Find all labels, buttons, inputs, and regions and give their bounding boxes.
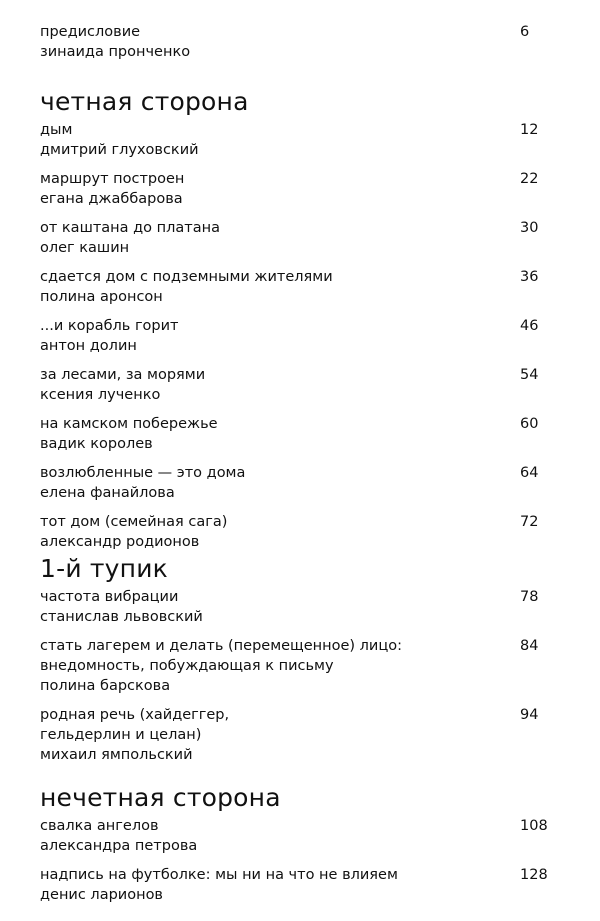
toc-entry[interactable]: [40, 587, 560, 627]
toc-entry[interactable]: [40, 120, 560, 160]
entry-title: от каштана до платана: [40, 220, 220, 236]
toc-entry[interactable]: [40, 865, 560, 905]
toc-entry[interactable]: [40, 316, 560, 356]
entry-author: станислав львовский: [40, 609, 203, 625]
section-heading: четная сторона: [40, 87, 249, 116]
entry-page-number: 72: [520, 514, 539, 530]
entry-author: олег кашин: [40, 240, 130, 256]
entry-page-number: 94: [520, 707, 539, 723]
section-entries: [40, 120, 560, 552]
section-entries: [40, 587, 560, 765]
entry-page-number: 54: [520, 367, 539, 383]
entry-page-number: 128: [520, 867, 548, 883]
toc-entry[interactable]: [40, 705, 560, 765]
entry-author: александра петрова: [40, 838, 198, 854]
toc-entry[interactable]: [40, 169, 560, 209]
entry-title: за лесами, за морями: [40, 367, 206, 383]
section-even-side: [40, 88, 560, 561]
entry-title: родная речь (хайдеггер,: [40, 707, 230, 723]
section-heading: нечетная сторона: [40, 783, 281, 812]
entry-title: гельдерлин и целан): [40, 727, 202, 743]
entry-page-number: 60: [520, 416, 539, 432]
entry-title: возлюбленные — это дома: [40, 465, 246, 481]
toc-entry[interactable]: [40, 414, 560, 454]
entry-author: полина барскова: [40, 678, 171, 694]
entry-title: маршрут построен: [40, 171, 185, 187]
entry-page-number: 12: [520, 122, 539, 138]
entry-page-number: 36: [520, 269, 539, 285]
section-entries: [40, 816, 560, 905]
toc-entry-preface[interactable]: [40, 22, 560, 62]
entry-page-number: 22: [520, 171, 539, 187]
toc-entry[interactable]: [40, 267, 560, 307]
toc-entry[interactable]: [40, 636, 560, 696]
entry-page-number: 108: [520, 818, 548, 834]
entry-page-number: 64: [520, 465, 539, 481]
entry-title: внедомность, побуждающая к письму: [40, 658, 334, 674]
entry-title: дым: [40, 122, 73, 138]
entry-title: надпись на футболке: мы ни на что не влияем: [40, 867, 398, 883]
entry-author: михаил ямпольский: [40, 747, 193, 763]
entry-author: ксения лученко: [40, 387, 161, 403]
entry-title: частота вибрации: [40, 589, 179, 605]
entry-author: зинаида пронченко: [40, 44, 191, 60]
entry-title: ...и корабль горит: [40, 318, 179, 334]
entry-author: елена фанайлова: [40, 485, 175, 501]
entry-author: полина аронсон: [40, 289, 163, 305]
entry-page-number: 84: [520, 638, 539, 654]
toc-entry[interactable]: [40, 463, 560, 503]
entry-title: тот дом (семейная сага): [40, 514, 228, 530]
entry-page-number: 30: [520, 220, 539, 236]
entry-page-number: 46: [520, 318, 539, 334]
entry-title: сдается дом с подземными жителями: [40, 269, 333, 285]
toc-entry[interactable]: [40, 365, 560, 405]
section-heading: 1-й тупик: [40, 554, 168, 583]
entry-author: антон долин: [40, 338, 137, 354]
entry-author: дмитрий глуховский: [40, 142, 199, 158]
entry-title: стать лагерем и делать (перемещенное) лицо:: [40, 638, 402, 654]
entry-author: егана джаббарова: [40, 191, 183, 207]
entry-title: свалка ангелов: [40, 818, 159, 834]
toc-entry[interactable]: [40, 512, 560, 552]
entry-page-number: 78: [520, 589, 539, 605]
entry-author: вадик королев: [40, 436, 153, 452]
entry-title: на камском побережье: [40, 416, 218, 432]
toc-entry[interactable]: [40, 218, 560, 258]
entry-author: денис ларионов: [40, 887, 163, 903]
entry-title: предисловие: [40, 24, 141, 40]
toc-entry[interactable]: [40, 816, 560, 856]
entry-page-number: 6: [520, 24, 530, 40]
preface-section: [40, 22, 560, 71]
entry-author: александр родионов: [40, 534, 200, 550]
section-dead-end: [40, 555, 560, 774]
section-odd-side: [40, 784, 560, 914]
